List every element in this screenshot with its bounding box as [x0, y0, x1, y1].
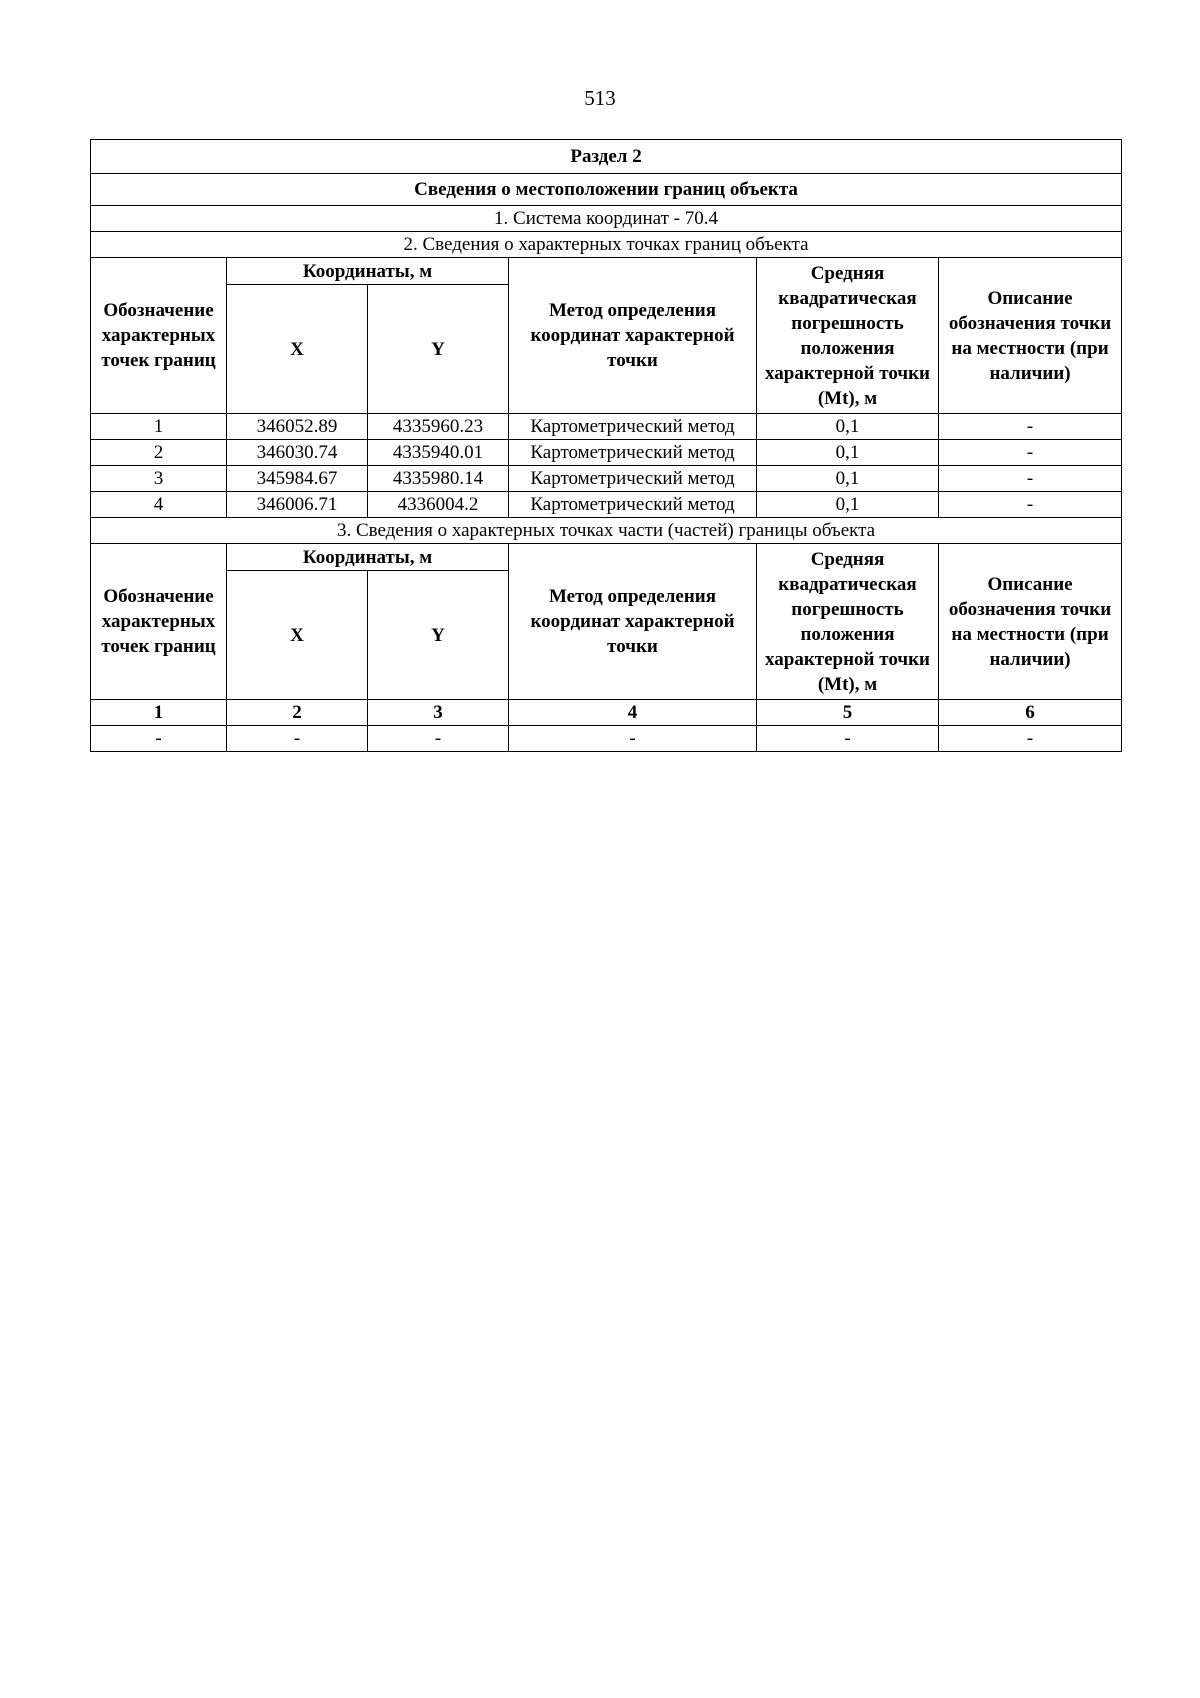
point-method: Картометрический метод	[509, 414, 757, 440]
part-cell: -	[91, 726, 227, 752]
part-cell: -	[368, 726, 509, 752]
point-number: 3	[91, 466, 227, 492]
point-error: 0,1	[757, 440, 939, 466]
point-number: 1	[91, 414, 227, 440]
table-row	[91, 414, 1122, 440]
point-description: -	[939, 466, 1122, 492]
header-description: Описание обозначения точки на местности (при наличии)	[939, 544, 1122, 700]
header-method: Метод определения координат характерной точки	[509, 544, 757, 700]
point-number: 4	[91, 492, 227, 518]
point-error: 0,1	[757, 492, 939, 518]
page-number: 513	[584, 86, 616, 110]
point-y: 4336004.2	[368, 492, 509, 518]
point-description: -	[939, 492, 1122, 518]
column-number: 1	[91, 700, 227, 726]
point-y: 4335940.01	[368, 440, 509, 466]
point-method: Картометрический метод	[509, 466, 757, 492]
points-heading: 2. Сведения о характерных точках границ объекта	[91, 232, 1122, 258]
header-method: Метод определения координат характерной точки	[509, 258, 757, 414]
header-error: Средняя квадратическая погрешность положения характерной точки (Mt), м	[757, 544, 939, 700]
point-x: 346052.89	[227, 414, 368, 440]
section-title: Раздел 2	[91, 140, 1122, 174]
table-row	[91, 726, 1122, 752]
point-x: 346006.71	[227, 492, 368, 518]
point-method: Картометрический метод	[509, 492, 757, 518]
point-error: 0,1	[757, 414, 939, 440]
table-row	[91, 492, 1122, 518]
header-y: Y	[368, 285, 509, 414]
column-number: 6	[939, 700, 1122, 726]
point-description: -	[939, 414, 1122, 440]
header-error: Средняя квадратическая погрешность положения характерной точки (Mt), м	[757, 258, 939, 414]
column-number: 2	[227, 700, 368, 726]
column-number: 3	[368, 700, 509, 726]
point-error: 0,1	[757, 466, 939, 492]
table-row	[91, 440, 1122, 466]
header-designation: Обозначение характерных точек границ	[91, 544, 227, 700]
header-designation: Обозначение характерных точек границ	[91, 258, 227, 414]
header-x: X	[227, 571, 368, 700]
table-row	[91, 466, 1122, 492]
column-number-row	[91, 700, 1122, 726]
header-y: Y	[368, 571, 509, 700]
boundary-table	[90, 139, 1122, 752]
point-method: Картометрический метод	[509, 440, 757, 466]
part-cell: -	[227, 726, 368, 752]
point-y: 4335980.14	[368, 466, 509, 492]
coord-system: 1. Система координат - 70.4	[91, 206, 1122, 232]
point-number: 2	[91, 440, 227, 466]
header-coordinates: Координаты, м	[227, 258, 509, 285]
column-number: 4	[509, 700, 757, 726]
point-x: 345984.67	[227, 466, 368, 492]
header-coordinates: Координаты, м	[227, 544, 509, 571]
part-cell: -	[757, 726, 939, 752]
section-subtitle: Сведения о местоположении границ объекта	[91, 174, 1122, 206]
header-x: X	[227, 285, 368, 414]
header-description: Описание обозначения точки на местности (при наличии)	[939, 258, 1122, 414]
parts-heading: 3. Сведения о характерных точках части (частей) границы объекта	[91, 518, 1122, 544]
point-description: -	[939, 440, 1122, 466]
part-cell: -	[509, 726, 757, 752]
column-number: 5	[757, 700, 939, 726]
point-y: 4335960.23	[368, 414, 509, 440]
part-cell: -	[939, 726, 1122, 752]
point-x: 346030.74	[227, 440, 368, 466]
